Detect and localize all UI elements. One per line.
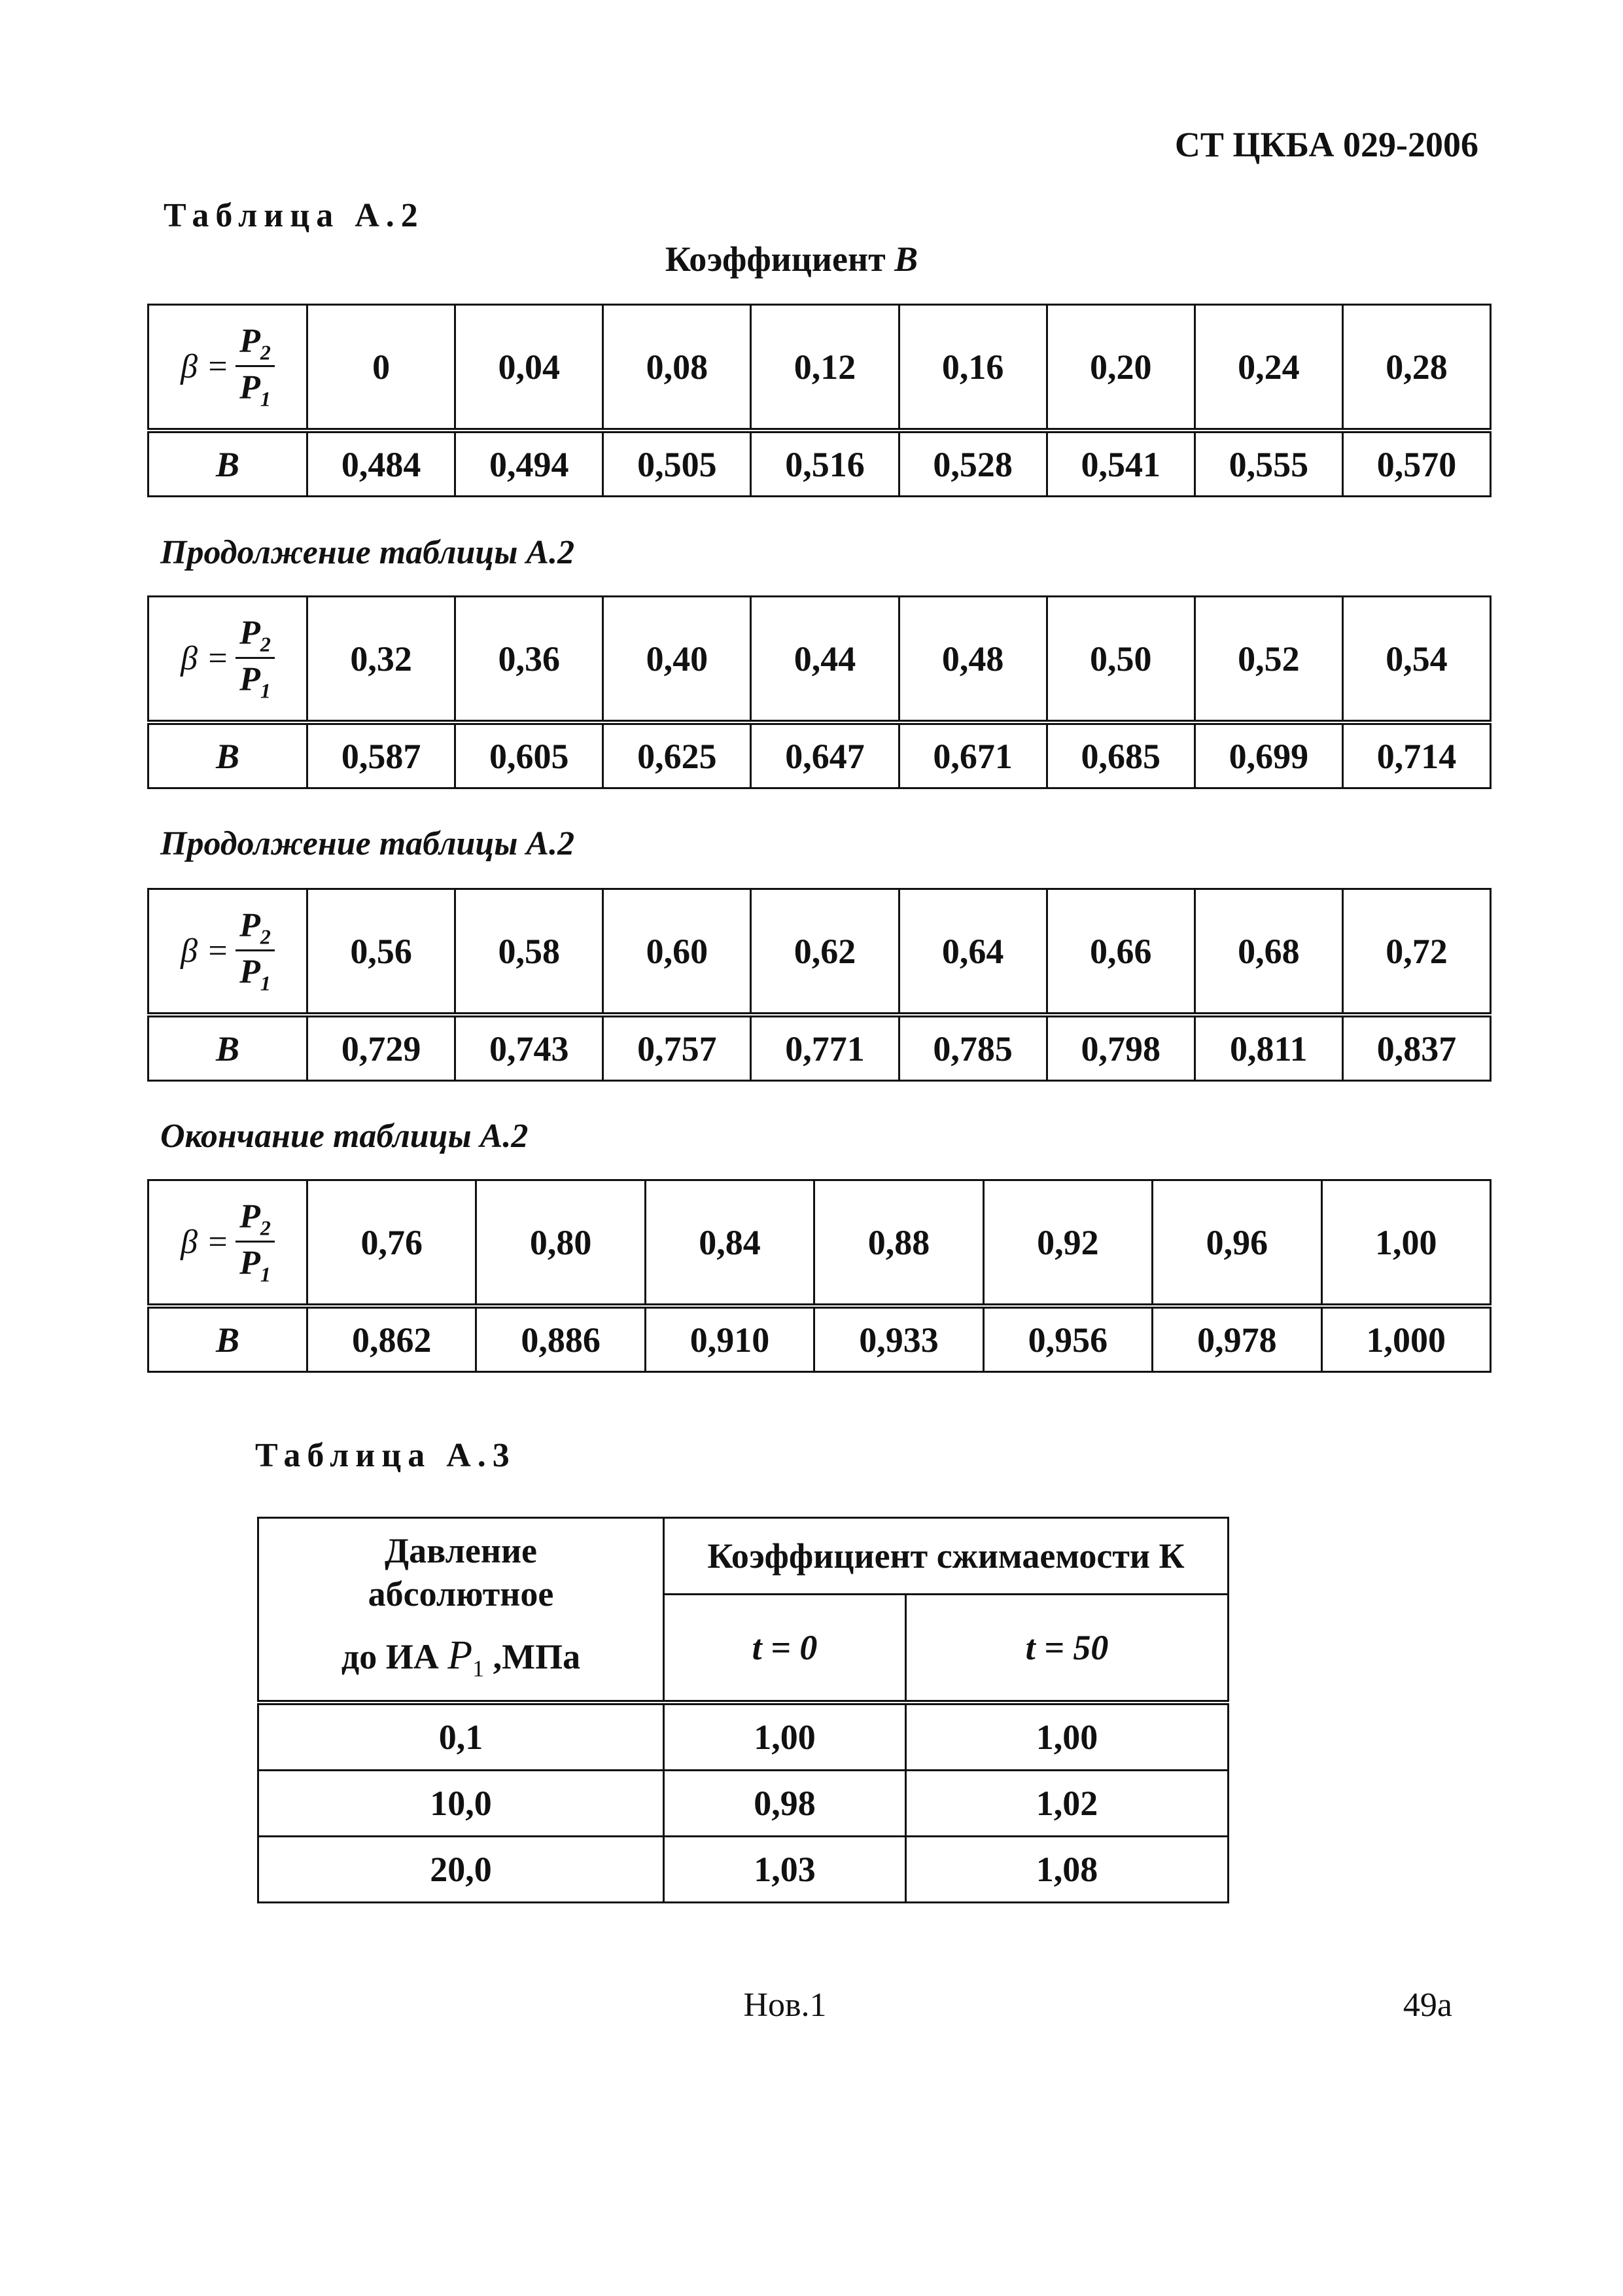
table-a2-part3-caption: Продолжение таблицы А.2 xyxy=(160,825,575,862)
ratio-denominator-sub: 1 xyxy=(260,679,271,703)
beta-cell: 0,04 xyxy=(455,305,603,431)
beta-cell: 0,50 xyxy=(1047,597,1195,723)
b-value-cell: 0,978 xyxy=(1153,1306,1321,1372)
ratio-denominator-letter: P xyxy=(239,1245,260,1282)
b-value-cell: 0,555 xyxy=(1195,431,1342,497)
b-value-cell: 0,729 xyxy=(307,1015,455,1081)
revision-mark: Нов.1 xyxy=(743,1987,827,2024)
beta-cell: 0 xyxy=(307,305,455,431)
page-number: 49а xyxy=(1403,1987,1452,2024)
ratio-numerator-letter: P xyxy=(239,614,260,652)
table-a2-part2 xyxy=(147,595,1492,789)
beta-symbol: β = xyxy=(181,640,230,677)
beta-cell: 0,60 xyxy=(603,889,751,1016)
b-row xyxy=(148,722,1491,788)
table-row xyxy=(258,1837,1229,1903)
pressure-header xyxy=(258,1518,664,1703)
b-value-cell: 0,771 xyxy=(751,1015,899,1081)
k-t50-cell: 1,08 xyxy=(906,1837,1229,1903)
table-row xyxy=(258,1771,1229,1837)
ratio-denominator xyxy=(236,951,275,993)
beta-cell: 0,64 xyxy=(899,889,1047,1016)
beta-row xyxy=(148,1180,1491,1307)
beta-cell: 0,28 xyxy=(1342,305,1490,431)
ratio-numerator xyxy=(236,1197,275,1243)
b-value-cell: 0,910 xyxy=(645,1306,814,1372)
table-a2-part1 xyxy=(147,304,1492,497)
b-value-cell: 0,541 xyxy=(1047,431,1195,497)
table-row xyxy=(258,1703,1229,1771)
ratio-denominator-letter: P xyxy=(239,661,260,698)
pressure-symbol-sub: 1 xyxy=(472,1655,485,1682)
b-row xyxy=(148,431,1491,497)
beta-cell: 0,52 xyxy=(1195,597,1342,723)
k-t0-cell: 1,00 xyxy=(664,1703,906,1771)
beta-cell: 0,08 xyxy=(603,305,751,431)
pressure-header-prefix: до ИА xyxy=(341,1636,448,1676)
beta-cell: 0,62 xyxy=(751,889,899,1016)
ratio-numerator-sub: 2 xyxy=(260,340,271,364)
table-a2-title-symbol: B xyxy=(894,239,918,279)
beta-symbol: β = xyxy=(181,348,230,385)
k-t0-cell: 1,03 xyxy=(664,1837,906,1903)
beta-cell: 0,40 xyxy=(603,597,751,723)
k-t0-cell: 0,98 xyxy=(664,1771,906,1837)
pressure-header-line3 xyxy=(259,1634,663,1690)
beta-ratio-label xyxy=(148,1180,307,1307)
pressure-cell: 20,0 xyxy=(258,1837,664,1903)
table-a2-part2-caption: Продолжение таблицы А.2 xyxy=(160,534,575,571)
beta-ratio-label xyxy=(148,889,307,1016)
b-value-cell: 0,587 xyxy=(307,722,455,788)
beta-symbol: β = xyxy=(181,932,230,970)
b-value-cell: 0,484 xyxy=(307,431,455,497)
t50-header: t = 50 xyxy=(906,1595,1229,1703)
beta-cell: 0,20 xyxy=(1047,305,1195,431)
ratio-denominator-letter: P xyxy=(239,369,260,406)
b-value-cell: 0,743 xyxy=(455,1015,603,1081)
b-value-cell: 0,862 xyxy=(307,1306,476,1372)
b-row-label: B xyxy=(148,1015,307,1081)
k-t50-cell: 1,02 xyxy=(906,1771,1229,1837)
ratio-denominator-sub: 1 xyxy=(260,1262,271,1286)
ratio-numerator-letter: P xyxy=(239,322,260,360)
table-a2-part3 xyxy=(147,888,1492,1082)
table-a3 xyxy=(257,1517,1229,1903)
ratio-denominator xyxy=(236,1243,275,1284)
beta-row xyxy=(148,305,1491,431)
ratio-numerator-sub: 2 xyxy=(260,632,271,656)
table-a3-caption: Таблица А.3 xyxy=(255,1437,516,1474)
ratio-denominator xyxy=(236,367,275,409)
beta-cell: 0,44 xyxy=(751,597,899,723)
table-a2-part4-caption: Окончание таблицы А.2 xyxy=(160,1118,529,1155)
beta-cell: 1,00 xyxy=(1321,1180,1490,1307)
b-value-cell: 0,625 xyxy=(603,722,751,788)
beta-ratio-label xyxy=(148,305,307,431)
ratio-numerator xyxy=(236,322,275,367)
beta-cell: 0,54 xyxy=(1342,597,1490,723)
ratio-numerator-sub: 2 xyxy=(260,1216,271,1239)
ratio-numerator xyxy=(236,906,275,951)
beta-cell: 0,92 xyxy=(983,1180,1152,1307)
compressibility-header: Коэффициент сжимаемости К xyxy=(664,1518,1229,1595)
table-a2-caption: Таблица А.2 xyxy=(164,197,425,234)
b-value-cell: 0,886 xyxy=(476,1306,645,1372)
b-value-cell: 1,000 xyxy=(1321,1306,1490,1372)
ratio-denominator-letter: P xyxy=(239,953,260,991)
beta-cell: 0,76 xyxy=(307,1180,476,1307)
b-value-cell: 0,570 xyxy=(1342,431,1490,497)
document-code: СТ ЦКБА 029-2006 xyxy=(1174,125,1478,164)
b-row-label: B xyxy=(148,431,307,497)
b-value-cell: 0,671 xyxy=(899,722,1047,788)
ratio-numerator-letter: P xyxy=(239,906,260,944)
beta-cell: 0,68 xyxy=(1195,889,1342,1016)
table-a2-title-text: Коэффициент xyxy=(665,239,895,279)
b-value-cell: 0,785 xyxy=(899,1015,1047,1081)
beta-cell: 0,58 xyxy=(455,889,603,1016)
b-value-cell: 0,505 xyxy=(603,431,751,497)
ratio-numerator-letter: P xyxy=(239,1197,260,1235)
beta-cell: 0,36 xyxy=(455,597,603,723)
beta-cell: 0,96 xyxy=(1153,1180,1321,1307)
b-value-cell: 0,933 xyxy=(814,1306,983,1372)
pressure-header-line2: абсолютное xyxy=(368,1574,554,1614)
pressure-cell: 10,0 xyxy=(258,1771,664,1837)
beta-cell: 0,32 xyxy=(307,597,455,723)
beta-cell: 0,12 xyxy=(751,305,899,431)
pressure-header-unit: ,МПа xyxy=(484,1636,581,1676)
pressure-cell: 0,1 xyxy=(258,1703,664,1771)
beta-cell: 0,16 xyxy=(899,305,1047,431)
ratio-numerator-sub: 2 xyxy=(260,925,271,948)
b-value-cell: 0,837 xyxy=(1342,1015,1490,1081)
beta-cell: 0,84 xyxy=(645,1180,814,1307)
b-value-cell: 0,714 xyxy=(1342,722,1490,788)
beta-cell: 0,80 xyxy=(476,1180,645,1307)
beta-cell: 0,48 xyxy=(899,597,1047,723)
ratio-denominator-sub: 1 xyxy=(260,971,271,995)
b-row-label: B xyxy=(148,1306,307,1372)
ratio-denominator xyxy=(236,659,275,701)
beta-cell: 0,72 xyxy=(1342,889,1490,1016)
t0-header: t = 0 xyxy=(664,1595,906,1703)
table-a2-title xyxy=(458,239,1125,279)
b-value-cell: 0,494 xyxy=(455,431,603,497)
beta-cell: 0,24 xyxy=(1195,305,1342,431)
pressure-header-line1: Давление xyxy=(384,1530,538,1570)
table-a2-part4 xyxy=(147,1179,1492,1373)
b-value-cell: 0,528 xyxy=(899,431,1047,497)
k-t50-cell: 1,00 xyxy=(906,1703,1229,1771)
beta-ratio-label xyxy=(148,597,307,723)
ratio-denominator-sub: 1 xyxy=(260,387,271,411)
pressure-symbol: P xyxy=(447,1633,473,1678)
b-row-label: B xyxy=(148,722,307,788)
beta-row xyxy=(148,889,1491,1016)
beta-cell: 0,66 xyxy=(1047,889,1195,1016)
beta-cell: 0,56 xyxy=(307,889,455,1016)
b-row xyxy=(148,1306,1491,1372)
b-value-cell: 0,956 xyxy=(983,1306,1152,1372)
beta-symbol: β = xyxy=(181,1224,230,1261)
b-value-cell: 0,647 xyxy=(751,722,899,788)
b-value-cell: 0,516 xyxy=(751,431,899,497)
beta-cell: 0,88 xyxy=(814,1180,983,1307)
b-value-cell: 0,685 xyxy=(1047,722,1195,788)
b-value-cell: 0,757 xyxy=(603,1015,751,1081)
b-value-cell: 0,798 xyxy=(1047,1015,1195,1081)
b-value-cell: 0,605 xyxy=(455,722,603,788)
b-value-cell: 0,811 xyxy=(1195,1015,1342,1081)
ratio-numerator xyxy=(236,616,275,659)
b-row xyxy=(148,1015,1491,1081)
b-value-cell: 0,699 xyxy=(1195,722,1342,788)
beta-row xyxy=(148,597,1491,723)
